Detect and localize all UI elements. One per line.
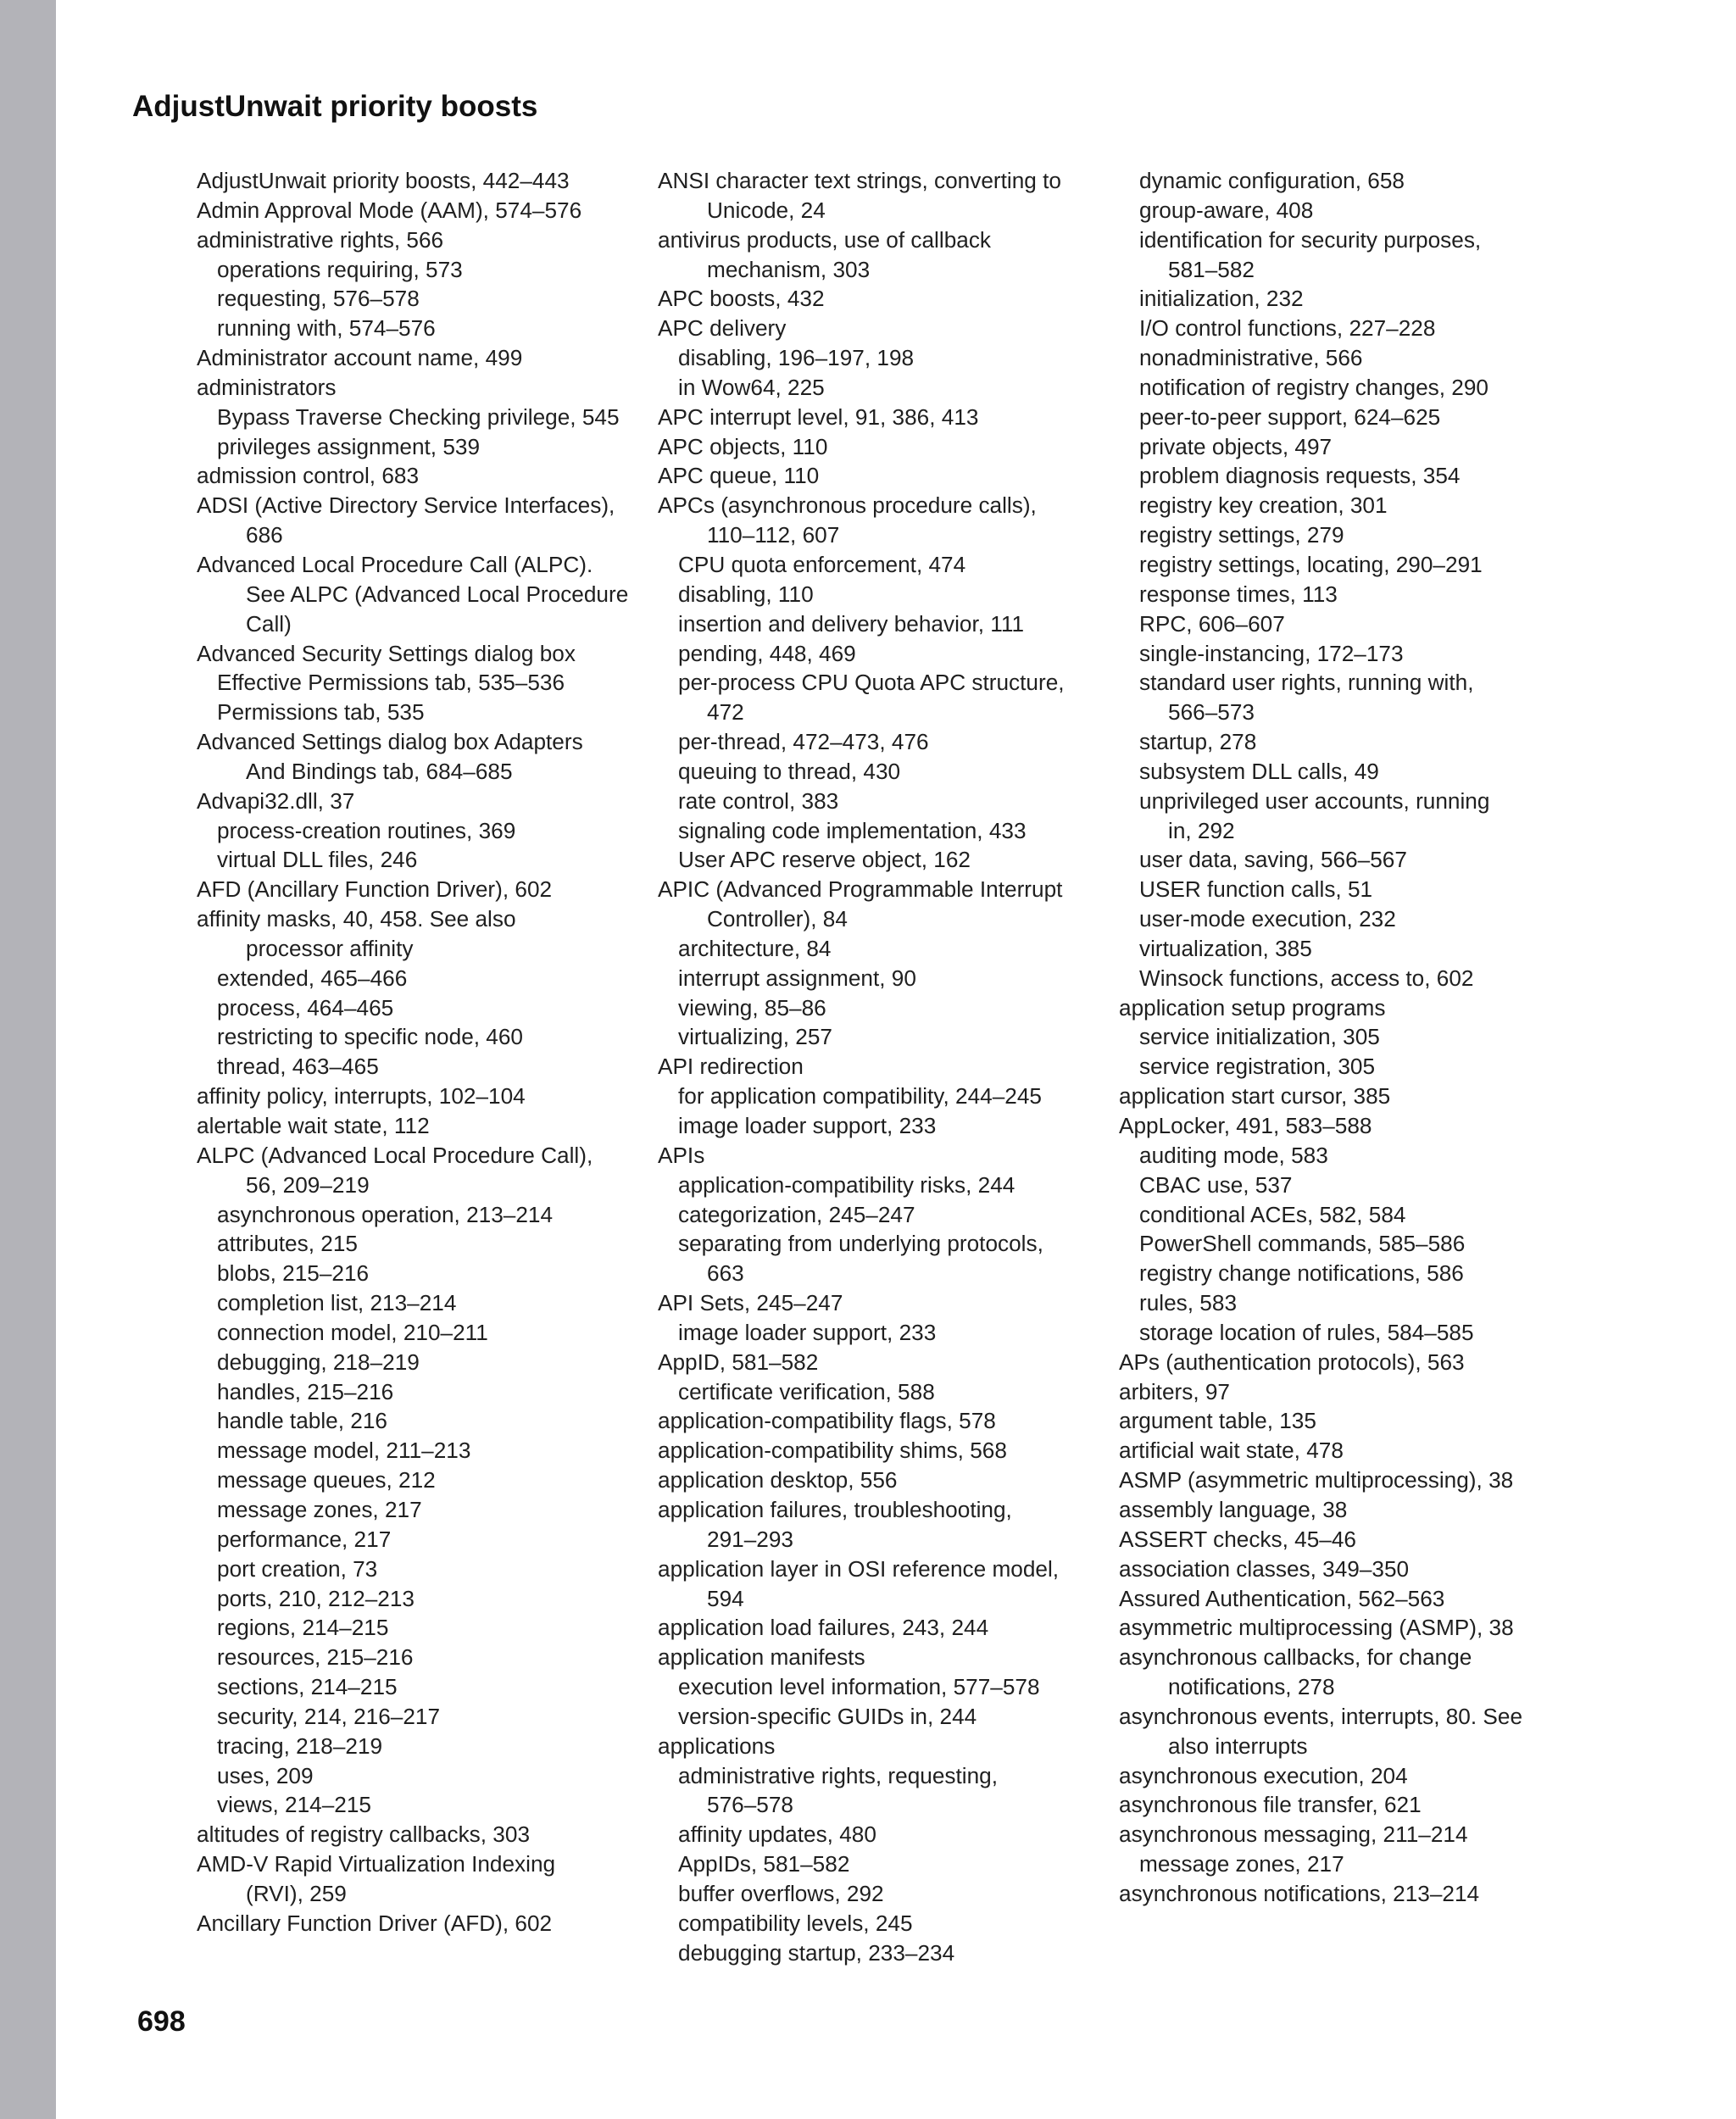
index-continuation: Unicode, 24 — [707, 197, 826, 223]
index-entry: APIs — [658, 1142, 705, 1168]
index-subentry: startup, 278 — [1139, 729, 1257, 755]
index-subentry: PowerShell commands, 585–586 — [1139, 1231, 1466, 1257]
index-entry: artificial wait state, 478 — [1119, 1438, 1344, 1464]
index-continuation: notifications, 278 — [1168, 1674, 1335, 1700]
index-subentry: single-instancing, 172–173 — [1139, 640, 1404, 666]
index-subentry: disabling, 196–197, 198 — [678, 345, 915, 371]
index-entry: Ancillary Function Driver (AFD), 602 — [197, 1910, 553, 1936]
index-subentry: regions, 214–215 — [217, 1615, 389, 1641]
index-subentry: handles, 215–216 — [217, 1378, 394, 1404]
index-subentry: compatibility levels, 245 — [678, 1910, 913, 1936]
index-entry: asynchronous execution, 204 — [1119, 1762, 1408, 1788]
index-entry: APIC (Advanced Programmable Interrupt — [658, 876, 1063, 903]
index-subentry: sections, 214–215 — [217, 1674, 398, 1700]
index-subentry: virtualization, 385 — [1139, 935, 1312, 961]
index-subentry: security, 214, 216–217 — [217, 1703, 441, 1729]
index-subentry: storage location of rules, 584–585 — [1139, 1319, 1474, 1345]
running-head: AdjustUnwait priority boosts — [132, 90, 538, 123]
index-subentry: User APC reserve object, 162 — [678, 847, 971, 873]
index-subentry: image loader support, 233 — [678, 1113, 937, 1138]
index-subentry: nonadministrative, 566 — [1139, 345, 1363, 371]
index-subentry: version-specific GUIDs in, 244 — [678, 1703, 977, 1729]
index-entry: application setup programs — [1119, 994, 1386, 1021]
index-entry: asynchronous events, interrupts, 80. See — [1119, 1703, 1523, 1729]
index-subentry: Winsock functions, access to, 602 — [1139, 965, 1474, 991]
index-subentry: per-process CPU Quota APC structure, — [678, 670, 1065, 696]
index-subentry: Bypass Traverse Checking privilege, 545 — [217, 403, 620, 430]
index-subentry: registry key creation, 301 — [1139, 492, 1388, 519]
index-subentry: service initialization, 305 — [1139, 1024, 1380, 1050]
index-subentry: performance, 217 — [217, 1526, 392, 1552]
index-subentry: rules, 583 — [1139, 1290, 1238, 1316]
index-continuation: 56, 209–219 — [246, 1171, 370, 1198]
index-subentry: AppIDs, 581–582 — [678, 1851, 850, 1877]
index-entry: application load failures, 243, 244 — [658, 1615, 989, 1641]
index-entry: assembly language, 38 — [1119, 1496, 1348, 1522]
index-entry: Advanced Settings dialog box Adapters — [197, 729, 583, 755]
index-subentry: message model, 211–213 — [217, 1438, 471, 1464]
index-subentry: registry settings, 279 — [1139, 522, 1344, 548]
index-subentry: disabling, 110 — [678, 581, 814, 607]
index-subentry: interrupt assignment, 90 — [678, 965, 916, 991]
index-entry: ALPC (Advanced Local Procedure Call), — [197, 1142, 593, 1168]
index-subentry: asynchronous operation, 213–214 — [217, 1201, 554, 1227]
index-entry: application failures, troubleshooting, — [658, 1496, 1012, 1522]
index-continuation: 581–582 — [1168, 256, 1255, 282]
index-entry: AFD (Ancillary Function Driver), 602 — [197, 876, 553, 903]
index-entry: application desktop, 556 — [658, 1467, 898, 1493]
index-subentry: running with, 574–576 — [217, 315, 436, 342]
index-entry: asynchronous messaging, 211–214 — [1119, 1821, 1468, 1848]
index-continuation: Call) — [246, 610, 292, 637]
index-subentry: RPC, 606–607 — [1139, 610, 1285, 637]
index-entry: API redirection — [658, 1054, 804, 1080]
index-subentry: debugging, 218–219 — [217, 1349, 420, 1375]
index-subentry: peer-to-peer support, 624–625 — [1139, 403, 1441, 430]
index-entry: APC delivery — [658, 315, 787, 342]
index-subentry: privileges assignment, 539 — [217, 433, 481, 459]
index-subentry: categorization, 245–247 — [678, 1201, 915, 1227]
index-subentry: private objects, 497 — [1139, 433, 1333, 459]
index-subentry: group-aware, 408 — [1139, 197, 1314, 223]
index-subentry: virtual DLL files, 246 — [217, 847, 418, 873]
index-entry: application start cursor, 385 — [1119, 1083, 1391, 1110]
index-entry: Advapi32.dll, 37 — [197, 787, 355, 814]
index-continuation: See ALPC (Advanced Local Procedure — [246, 581, 629, 607]
index-subentry: USER function calls, 51 — [1139, 876, 1373, 903]
index-subentry: per-thread, 472–473, 476 — [678, 729, 929, 755]
index-entry: ADSI (Active Directory Service Interfaces), — [197, 492, 615, 519]
index-column-1 — [197, 166, 628, 1938]
index-column-2 — [658, 166, 1065, 1967]
index-entry: alertable wait state, 112 — [197, 1113, 430, 1138]
index-subentry: insertion and delivery behavior, 111 — [678, 610, 1025, 637]
index-entry: Advanced Local Procedure Call (ALPC). — [197, 551, 593, 577]
index-entry: AdjustUnwait priority boosts, 442–443 — [197, 168, 570, 193]
index-subentry: problem diagnosis requests, 354 — [1139, 463, 1461, 489]
index-subentry: image loader support, 233 — [678, 1319, 937, 1345]
index-subentry: buffer overflows, 292 — [678, 1880, 884, 1906]
index-entry: antivirus products, use of callback — [658, 226, 992, 253]
index-entry: APC queue, 110 — [658, 463, 820, 489]
index-subentry: registry settings, locating, 290–291 — [1139, 551, 1483, 577]
index-continuation: 576–578 — [707, 1792, 793, 1818]
index-subentry: initialization, 232 — [1139, 286, 1304, 312]
index-entry: application layer in OSI reference model, — [658, 1555, 1060, 1582]
index-entry: APCs (asynchronous procedure calls), — [658, 492, 1037, 519]
index-subentry: resources, 215–216 — [217, 1644, 414, 1671]
index-continuation: processor affinity — [246, 935, 414, 961]
index-subentry: requesting, 576–578 — [217, 286, 420, 312]
index-entry: asynchronous notifications, 213–214 — [1119, 1880, 1480, 1906]
index-subentry: message queues, 212 — [217, 1467, 436, 1493]
page-edge-bar — [0, 0, 56, 2119]
index-subentry: registry change notifications, 586 — [1139, 1260, 1464, 1287]
index-entry: APC interrupt level, 91, 386, 413 — [658, 403, 979, 430]
index-subentry: for application compatibility, 244–245 — [678, 1083, 1042, 1110]
index-continuation: 594 — [707, 1585, 744, 1611]
index-continuation: Controller), 84 — [707, 906, 848, 932]
index-subentry: blobs, 215–216 — [217, 1260, 370, 1287]
index-subentry: message zones, 217 — [1139, 1851, 1344, 1877]
index-entry: APC objects, 110 — [658, 433, 828, 459]
index-continuation: also interrupts — [1168, 1732, 1308, 1759]
index-entry: altitudes of registry callbacks, 303 — [197, 1821, 531, 1848]
index-entry: application-compatibility shims, 568 — [658, 1438, 1007, 1464]
index-entry: Administrator account name, 499 — [197, 345, 523, 371]
index-entry: ANSI character text strings, converting to — [658, 168, 1061, 193]
index-entry: ASMP (asymmetric multiprocessing), 38 — [1119, 1467, 1514, 1493]
index-subentry: conditional ACEs, 582, 584 — [1139, 1201, 1406, 1227]
index-continuation: 663 — [707, 1260, 744, 1287]
index-subentry: in Wow64, 225 — [678, 374, 825, 400]
index-continuation: And Bindings tab, 684–685 — [246, 758, 513, 784]
index-subentry: I/O control functions, 227–228 — [1139, 315, 1436, 342]
index-subentry: response times, 113 — [1139, 581, 1338, 607]
index-subentry: application-compatibility risks, 244 — [678, 1171, 1015, 1198]
index-subentry: CBAC use, 537 — [1139, 1171, 1293, 1198]
index-subentry: service registration, 305 — [1139, 1054, 1376, 1080]
index-subentry: viewing, 85–86 — [678, 994, 826, 1021]
index-subentry: extended, 465–466 — [217, 965, 408, 991]
index-entry: asymmetric multiprocessing (ASMP), 38 — [1119, 1615, 1514, 1641]
index-entry: AppLocker, 491, 583–588 — [1119, 1113, 1372, 1138]
index-entry: asynchronous callbacks, for change — [1119, 1644, 1472, 1671]
index-subentry: standard user rights, running with, — [1139, 670, 1474, 696]
index-continuation: 566–573 — [1168, 699, 1255, 726]
index-subentry: rate control, 383 — [678, 787, 839, 814]
index-entry: Assured Authentication, 562–563 — [1119, 1585, 1445, 1611]
index-subentry: execution level information, 577–578 — [678, 1674, 1040, 1700]
index-subentry: dynamic configuration, 658 — [1139, 168, 1405, 193]
index-subentry: restricting to specific node, 460 — [217, 1024, 523, 1050]
index-entry: administrators — [197, 374, 337, 400]
index-subentry: architecture, 84 — [678, 935, 832, 961]
index-entry: admission control, 683 — [197, 463, 420, 489]
index-entry: AppID, 581–582 — [658, 1349, 819, 1375]
index-continuation: 110–112, 607 — [707, 522, 840, 548]
index-subentry: attributes, 215 — [217, 1231, 358, 1257]
index-subentry: certificate verification, 588 — [678, 1378, 935, 1404]
index-entry: administrative rights, 566 — [197, 226, 444, 253]
index-continuation: 686 — [246, 522, 283, 548]
index-continuation: in, 292 — [1168, 817, 1235, 843]
index-subentry: pending, 448, 469 — [678, 640, 856, 666]
index-entry: affinity masks, 40, 458. See also — [197, 906, 516, 932]
index-entry: APs (authentication protocols), 563 — [1119, 1349, 1465, 1375]
index-entry: association classes, 349–350 — [1119, 1555, 1410, 1582]
index-subentry: signaling code implementation, 433 — [678, 817, 1027, 843]
index-entry: argument table, 135 — [1119, 1408, 1316, 1434]
index-subentry: queuing to thread, 430 — [678, 758, 901, 784]
index-entry: Admin Approval Mode (AAM), 574–576 — [197, 197, 582, 223]
index-subentry: thread, 463–465 — [217, 1054, 379, 1080]
index-continuation: (RVI), 259 — [246, 1880, 347, 1906]
index-subentry: affinity updates, 480 — [678, 1821, 876, 1848]
index-subentry: uses, 209 — [217, 1762, 314, 1788]
index-entry: affinity policy, interrupts, 102–104 — [197, 1083, 526, 1110]
index-entry: AMD-V Rapid Virtualization Indexing — [197, 1851, 556, 1877]
index-subentry: Effective Permissions tab, 535–536 — [217, 670, 565, 696]
index-subentry: user-mode execution, 232 — [1139, 906, 1396, 932]
index-subentry: connection model, 210–211 — [217, 1319, 488, 1345]
index-subentry: message zones, 217 — [217, 1496, 422, 1522]
index-subentry: ports, 210, 212–213 — [217, 1585, 415, 1611]
index-subentry: process, 464–465 — [217, 994, 394, 1021]
index-subentry: subsystem DLL calls, 49 — [1139, 758, 1379, 784]
index-subentry: operations requiring, 573 — [217, 256, 463, 282]
index-subentry: debugging startup, 233–234 — [678, 1939, 955, 1966]
index-subentry: tracing, 218–219 — [217, 1732, 383, 1759]
index-subentry: views, 214–215 — [217, 1792, 371, 1818]
index-subentry: unprivileged user accounts, running — [1139, 787, 1490, 814]
index-subentry: port creation, 73 — [217, 1555, 378, 1582]
index-subentry: identification for security purposes, — [1139, 226, 1482, 253]
index-subentry: user data, saving, 566–567 — [1139, 847, 1407, 873]
index-column-3 — [1119, 166, 1522, 1909]
index-subentry: handle table, 216 — [217, 1408, 387, 1434]
index-entry: API Sets, 245–247 — [658, 1290, 843, 1316]
index-subentry: process-creation routines, 369 — [217, 817, 516, 843]
index-entry: APC boosts, 432 — [658, 286, 825, 312]
index-entry: applications — [658, 1732, 776, 1759]
index-subentry: CPU quota enforcement, 474 — [678, 551, 966, 577]
index-entry: ASSERT checks, 45–46 — [1119, 1526, 1356, 1552]
index-entry: asynchronous file transfer, 621 — [1119, 1792, 1422, 1818]
index-subentry: Permissions tab, 535 — [217, 699, 425, 726]
index-entry: application manifests — [658, 1644, 865, 1671]
index-subentry: auditing mode, 583 — [1139, 1142, 1328, 1168]
index-subentry: separating from underlying protocols, — [678, 1231, 1043, 1257]
index-subentry: virtualizing, 257 — [678, 1024, 832, 1050]
index-continuation: 472 — [707, 699, 744, 726]
index-entry: application-compatibility flags, 578 — [658, 1408, 996, 1434]
index-continuation: mechanism, 303 — [707, 256, 871, 282]
page-number: 698 — [137, 2005, 186, 2038]
index-subentry: completion list, 213–214 — [217, 1290, 457, 1316]
index-continuation: 291–293 — [707, 1526, 793, 1552]
index-entry: arbiters, 97 — [1119, 1378, 1231, 1404]
index-subentry: administrative rights, requesting, — [678, 1762, 998, 1788]
index-entry: Advanced Security Settings dialog box — [197, 640, 576, 666]
index-subentry: notification of registry changes, 290 — [1139, 374, 1488, 400]
